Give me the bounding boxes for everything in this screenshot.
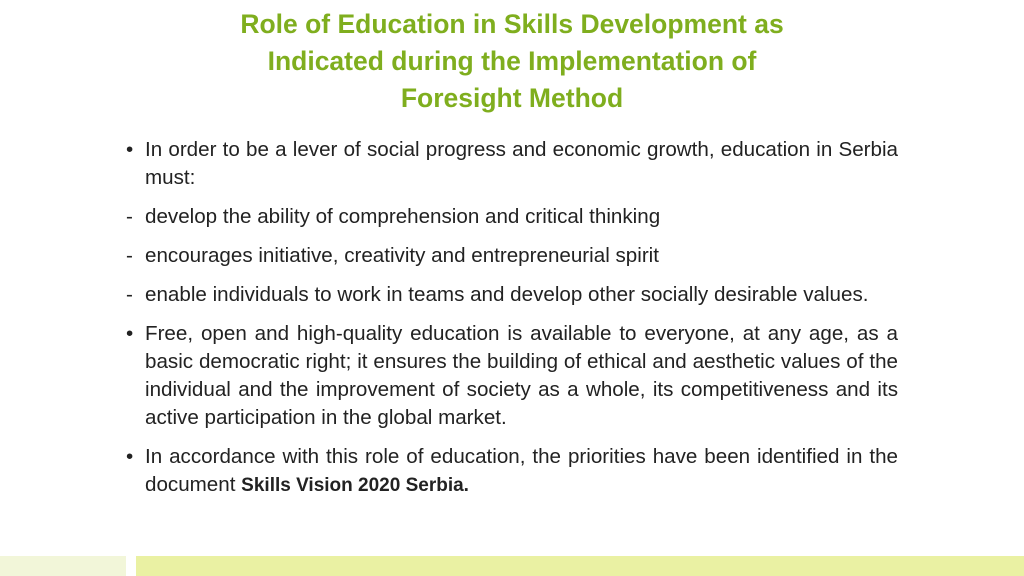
slide-body bbox=[126, 136, 898, 511]
dash-text: encourages initiative, creativity and entrepreneurial spirit bbox=[145, 244, 659, 267]
slide-title bbox=[112, 6, 912, 117]
bullet-item bbox=[126, 443, 898, 500]
dash-text: develop the ability of comprehension and critical thinking bbox=[145, 205, 661, 228]
dash-item bbox=[126, 281, 898, 309]
title-line-1: Role of Education in Skills Development as bbox=[240, 9, 784, 39]
dash-item bbox=[126, 203, 898, 231]
bullet-item bbox=[126, 136, 898, 192]
dash-item bbox=[126, 242, 898, 270]
bullet-marker: • bbox=[126, 138, 134, 161]
dash-text: enable individuals to work in teams and develop other socially desirable values. bbox=[145, 283, 869, 306]
document-name: Skills Vision 2020 Serbia. bbox=[241, 475, 469, 496]
bullet-text: In order to be a lever of social progress and economic growth, education in Serbia must: bbox=[145, 138, 898, 189]
bullet-marker: • bbox=[126, 322, 134, 345]
bullet-text: In accordance with this role of education, the priorities have been identified in the document bbox=[145, 445, 898, 496]
dash-marker: - bbox=[126, 244, 133, 267]
bullet-marker: • bbox=[126, 445, 134, 468]
footer-bar-right bbox=[136, 556, 1024, 576]
bullet-item bbox=[126, 320, 898, 432]
bullet-text: Free, open and high-quality education is available to everyone, at any age, as a basic democratic right; it ensures the building of ethical and aesthetic values of the individual and the improvement of society as a whole, its competitiveness and its active participation in the global market. bbox=[145, 322, 898, 429]
footer-bar-left bbox=[0, 556, 126, 576]
dash-marker: - bbox=[126, 283, 133, 306]
title-line-2: Indicated during the Implementation of bbox=[267, 46, 757, 76]
title-line-3: Foresight Method bbox=[400, 83, 624, 113]
dash-marker: - bbox=[126, 205, 133, 228]
